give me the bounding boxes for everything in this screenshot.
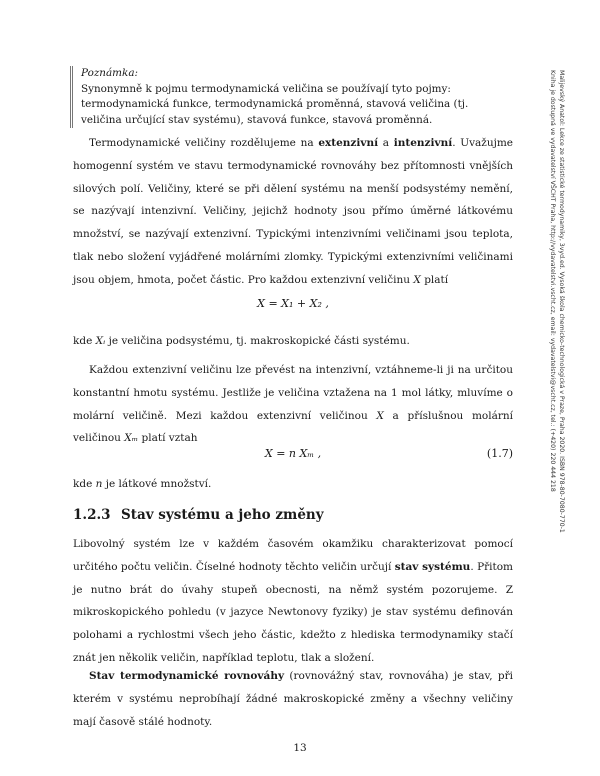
paragraph-molar [73, 359, 513, 450]
text: je veličina podsystému, tj. makroskopické části systému. [105, 335, 410, 347]
side-citation [548, 70, 566, 533]
math-symbol: Xₘ [124, 432, 139, 445]
text: kde [73, 478, 96, 490]
paragraph-equilibrium [73, 665, 513, 733]
text: (rovnovážný stav, rovnováha) je stav, při kterém v systému neprobíhají žádné makroskopické změny a všechny veličiny mají časově stálé hodnoty. [73, 670, 513, 728]
text: je látkové množství. [102, 478, 212, 490]
note-box [70, 66, 507, 128]
math-symbol: X [413, 273, 421, 286]
section-heading [73, 507, 324, 523]
page-number: 13 [293, 742, 307, 754]
text: . Přitom je nutno brát do úvahy stupeň obecnosti, na němž systém pozorujeme. Z mikroskopického pohledu (v jazyce Newtonovy fyziky) je stav systému definován polohami a rychlostmi všech jeho částic, kdežto z hlediska termodynamiky stačí znát jen několik veličin, například teplotu, tlak a složení. [73, 560, 514, 664]
section-number: 1.2.3 [73, 507, 111, 523]
math-symbol: Xᵢ [95, 335, 106, 347]
term-state: stav systému [394, 560, 471, 573]
note-title: Poznámka: [81, 67, 139, 79]
text: platí [420, 273, 449, 286]
text: kde [73, 335, 96, 347]
section-title: Stav systému a jeho změny [121, 507, 324, 523]
equation-text: X = n Xₘ , [264, 447, 322, 460]
paragraph-quantities [73, 132, 513, 292]
citation-line: Malijevský Anatol: Lekce ze statistické termodynamiky, 3vyd.ed. Vysoká škola chemicko-technologická v Praze, Praha 2020. ISBN 978-80-7080-770-1 [558, 70, 565, 533]
equation-molar [73, 447, 513, 460]
text: Každou extenzivní veličinu lze převést na intenzivní, vztáhneme-li ji na určitou konstantní hmotu systému. Jestliže je veličina vztažena na 1 mol látky, mluvíme o molární veličině. Mezi každou extenzivní veličinou [73, 364, 513, 422]
text: a [378, 137, 394, 149]
text: Termodynamické veličiny rozdělujeme na [89, 137, 319, 149]
math-symbol: X [376, 409, 384, 422]
equation-sum [73, 297, 513, 310]
text: . Uvažujme homogenní systém ve stavu termodynamické rovnováhy bez přítomnosti vnějších silových polí. Veličiny, které se při dělení systému na menší podsystémy nemění, se nazývají intenzivní. Veličiny, jejichž hodnoty jsou přímo úměrné látkovému množství, se nazývají extenzivní. Typickými intenzivními veličinami jsou teplota, tlak nebo složení vyjádřené molárními zlomky. Typickými extenzivními veličinami jsou objem, hmota, počet částic. Pro každou extenzivní veličinu [73, 137, 514, 286]
term-extensive: extenzivní [318, 137, 379, 149]
term-equilibrium: Stav termodynamické rovnováhy [89, 670, 285, 682]
text: platí vztah [138, 432, 198, 445]
paragraph-state [73, 533, 513, 670]
term-intensive: intenzivní [393, 137, 453, 149]
equation-text: X = X₁ + X₂ , [257, 297, 329, 310]
text: a příslušnou molární veličinou [73, 409, 514, 445]
paragraph-subsystem [73, 330, 513, 353]
text: Libovolný systém lze v každém časovém okamžiku charakterizovat pomocí určitého počtu veličin. Číselné hodnoty těchto veličin určují [73, 538, 513, 573]
math-symbol: n [95, 478, 103, 490]
equation-number: (1.7) [486, 447, 513, 460]
note-body: Synonymně k pojmu termodynamická veličina se používají tyto pojmy: termodynamická funkce, termodynamická proměnná, stavová veličina (tj. veličina určující stav systému), stavová funkce, stavová proměnná. [81, 82, 469, 126]
availability-line: Kniha je dostupná ve vydavatelství VŠCHT Praha, http://vydavatelstvi.vscht.cz, email: vydavatelstvi@vscht.cz, tel.: (+420) 220 444 218 [549, 70, 556, 492]
paragraph-amount [73, 473, 513, 496]
